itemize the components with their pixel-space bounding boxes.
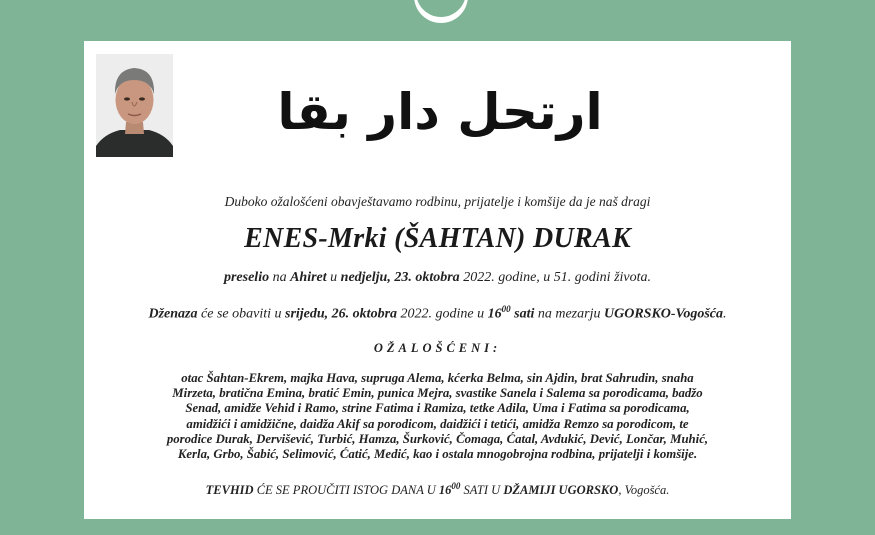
mourners-line: Senad, amidže Vehid i Ramo, strine Fatima i Ramiza, tetke Adila, Uma i Fatima sa porodicama, <box>185 401 690 416</box>
dzenaza-place: UGORSKO-Vogošća <box>603 306 723 322</box>
obituary-card <box>84 41 791 519</box>
death-text-1: na <box>269 270 291 285</box>
death-date: nedjelju, 23. oktobra <box>340 270 460 285</box>
dzenaza-date: srijedu, 26. oktobra <box>285 306 398 322</box>
mourners-line: Kerla, Grbo, Šabić, Selimović, Ćatić, Medić, kao i ostala mnogobrojna rodbina, prijatelji i komšije. <box>177 447 698 462</box>
dzenaza-sati: sati <box>510 306 535 322</box>
death-text-2: u <box>326 270 341 285</box>
mourners-list <box>104 371 771 462</box>
dzenaza-text-5: . <box>723 306 727 322</box>
deceased-name: ENES-Mrki (ŠAHTAN) DURAK <box>244 223 631 254</box>
tevhid-place: DŽAMIJI UGORSKO <box>503 483 619 498</box>
tevhid-hour: 16 <box>438 483 452 498</box>
tevhid-text-2: SATI U <box>460 483 504 498</box>
funeral-announcement <box>84 304 791 323</box>
svg-text:ارتحل دار بقا: ارتحل دار بقا <box>277 83 603 141</box>
intro-text: Duboko ožalošćeni obavještavamo rodbinu, prijatelje i komšije da je naš dragi <box>224 194 651 209</box>
crescent-moon-icon <box>413 0 469 30</box>
dzenaza-text-4: na mezarju <box>534 306 604 322</box>
arabic-calligraphy <box>277 59 603 155</box>
death-announcement <box>84 270 791 286</box>
tevhid-announcement <box>84 481 791 498</box>
dzenaza-text-1: će se obaviti u <box>197 306 285 322</box>
dzenaza-hour: 16 <box>487 306 502 322</box>
tevhid-text-3: , Vogošća. <box>618 483 670 498</box>
mourners-line: Mirzeta, bratična Emina, bratić Emin, punica Mejra, svastike Sanela i Salema sa porodicama, badžo <box>172 386 703 401</box>
death-text-3: 2022. godine, u 51. godini života. <box>459 270 652 285</box>
dzenaza-text-2: 2022. godine u <box>397 306 488 322</box>
tevhid-text-1: ĆE SE PROUČITI ISTOG DANA U <box>253 483 439 498</box>
mourners-line: amidžići i amidžične, daidža Akif sa porodicom, daidžići i tetići, amidža Remzo sa porodicom, te <box>186 416 689 431</box>
death-place: Ahiret <box>290 270 327 285</box>
death-verb: preselio <box>223 270 270 285</box>
mourners-line: otac Šahtan-Ekrem, majka Hava, supruga Alema, kćerka Belma, sin Ajdin, brat Sahrudin, snaha <box>181 371 694 385</box>
portrait-photo <box>96 54 173 157</box>
tevhid-label: TEVHID <box>205 483 254 498</box>
mourners-line: porodice Durak, Dervišević, Turbić, Hamza, Šurković, Čomaga, Ćatal, Avdukić, Dević, Lončar, Muhić, <box>166 431 709 446</box>
tevhid-minutes: 00 <box>451 481 461 491</box>
dzenaza-minutes: 00 <box>501 304 511 314</box>
mourners-heading: OŽALOŠĆENI: <box>373 341 502 355</box>
dzenaza-label: Dženaza <box>148 306 198 322</box>
